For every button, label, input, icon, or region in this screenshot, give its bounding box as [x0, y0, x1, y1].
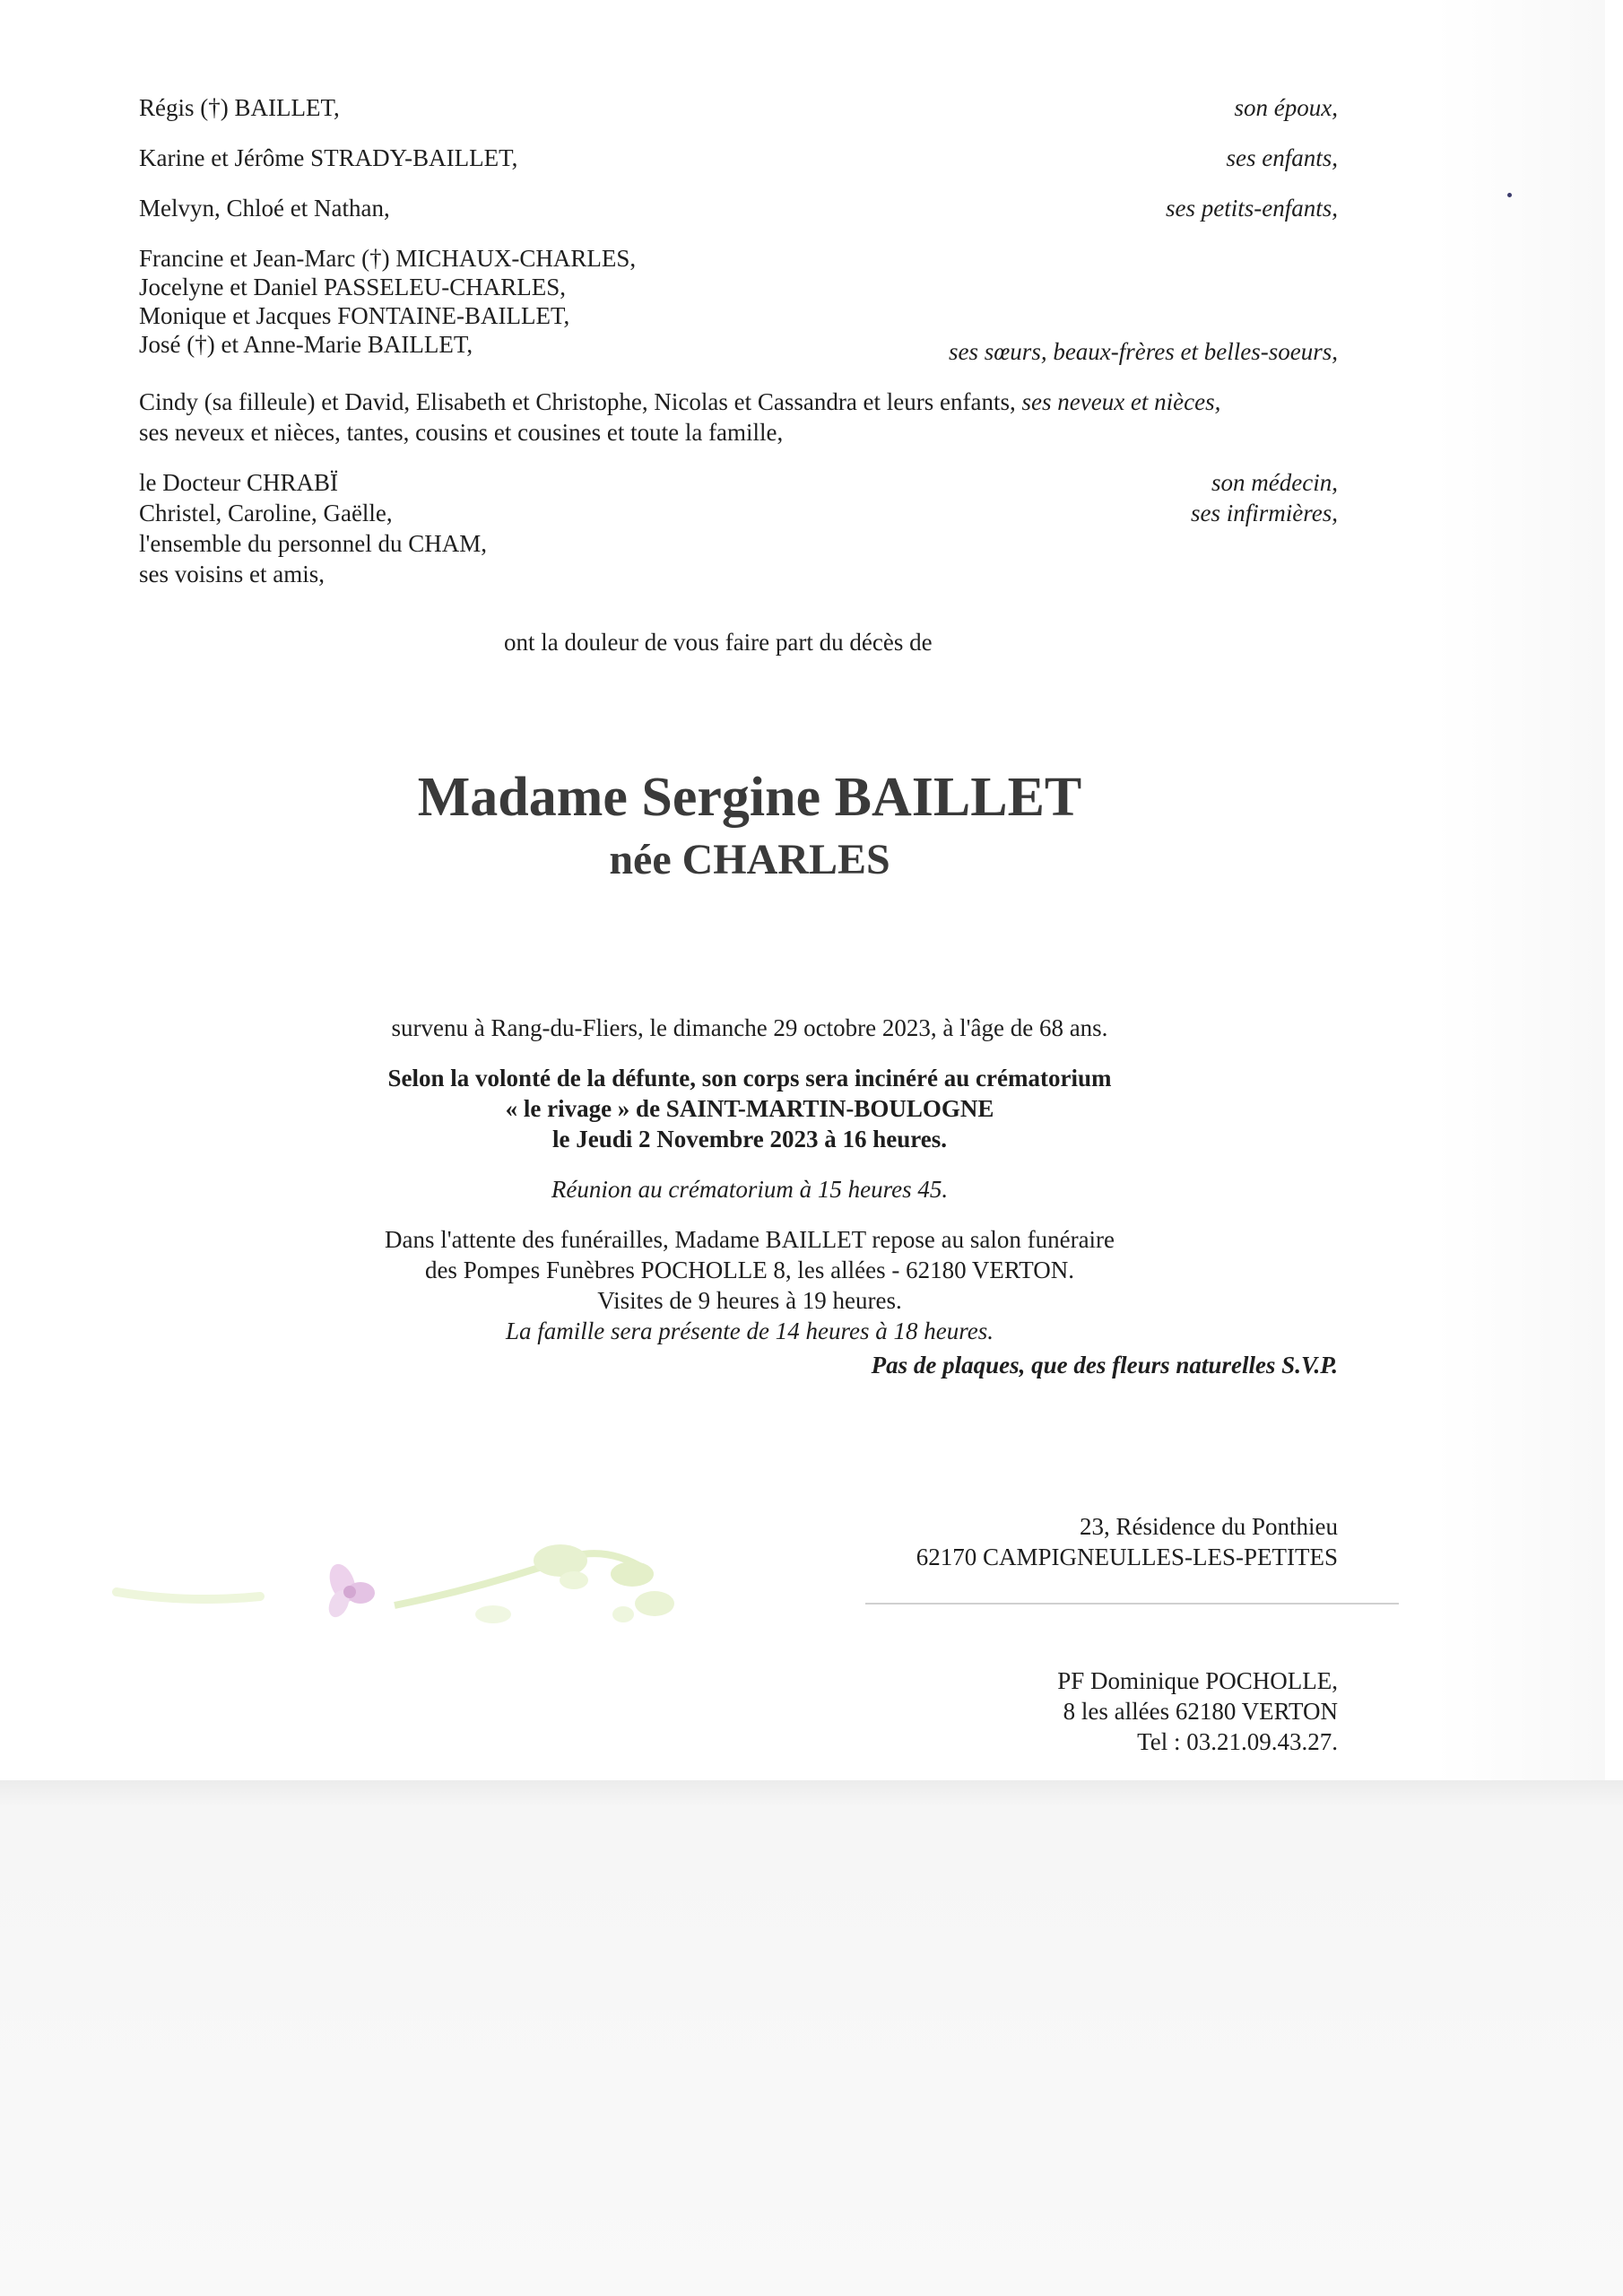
sibling-line: José (†) et Anne-Marie BAILLET,: [139, 331, 473, 358]
nephews-names: Cindy (sa filleule) et David, Elisabeth et Christophe, Nicolas et Cassandra et leurs enfants,: [139, 388, 1016, 415]
sibling-line: Jocelyne et Daniel PASSELEU-CHARLES,: [139, 274, 566, 300]
funeral-home-line-1: Dans l'attente des funérailles, Madame BAILLET repose au salon funéraire: [384, 1226, 1115, 1253]
funeral-director-name: PF Dominique POCHOLLE,: [1057, 1667, 1338, 1694]
doctor-name: le Docteur CHRABÏ: [139, 469, 338, 496]
separator-line: [865, 1603, 1399, 1605]
nephews-line: [139, 387, 1220, 416]
funeral-director-address: 8 les allées 62180 VERTON: [1063, 1698, 1338, 1725]
meeting-time: Réunion au crématorium à 15 heures 45.: [551, 1176, 949, 1203]
sibling-line: Monique et Jacques FONTAINE-BAILLET,: [139, 302, 570, 329]
grandchildren-role: ses petits-enfants,: [1166, 195, 1338, 222]
extended-family: ses neveux et nièces, tantes, cousins et cousines et toute la famille,: [139, 419, 784, 446]
ink-speck: [1507, 193, 1512, 197]
neighbors-line: ses voisins et amis,: [139, 561, 325, 587]
cremation-line-2: « le rivage » de SAINT-MARTIN-BOULOGNE: [505, 1095, 994, 1122]
children-role: ses enfants,: [1226, 144, 1338, 171]
family-presence: La famille sera présente de 14 heures à 18 heures.: [506, 1318, 994, 1344]
visits-hours: Visites de 9 heures à 19 heures.: [597, 1287, 902, 1314]
cremation-line-3: le Jeudi 2 Novembre 2023 à 16 heures.: [552, 1126, 947, 1152]
funeral-home-line-2: des Pompes Funèbres POCHOLLE 8, les allées - 62180 VERTON.: [424, 1257, 1075, 1283]
death-info: survenu à Rang-du-Fliers, le dimanche 29 octobre 2023, à l'âge de 68 ans.: [391, 1014, 1108, 1041]
address-street: 23, Résidence du Ponthieu: [1080, 1513, 1338, 1540]
nephews-role: ses neveux et nièces,: [1021, 388, 1221, 415]
address-city: 62170 CAMPIGNEULLES-LES-PETITES: [916, 1544, 1338, 1570]
doctor-role: son médecin,: [1211, 469, 1338, 496]
funeral-director-phone: Tel : 03.21.09.43.27.: [1137, 1728, 1338, 1755]
nurses-names: Christel, Caroline, Gaëlle,: [139, 500, 393, 526]
siblings-role: ses sœurs, beaux-frères et belles-soeurs,: [949, 338, 1338, 365]
flowers-note: Pas de plaques, que des fleurs naturelles S.V.P.: [871, 1352, 1338, 1378]
staff-line: l'ensemble du personnel du CHAM,: [139, 530, 488, 557]
cremation-line-1: Selon la volonté de la défunte, son corps sera incinéré au crématorium: [387, 1065, 1112, 1091]
deceased-maiden-name: née CHARLES: [609, 836, 890, 883]
children-names: Karine et Jérôme STRADY-BAILLET,: [139, 144, 518, 171]
spouse-name: Régis (†) BAILLET,: [139, 94, 340, 121]
orchid-illustration: [108, 1507, 717, 1668]
spouse-role: son époux,: [1234, 94, 1338, 121]
nurses-role: ses infirmières,: [1191, 500, 1338, 526]
page-edge-shade: [1435, 0, 1605, 1780]
deceased-name: Madame Sergine BAILLET: [417, 767, 1082, 828]
scan-background: [0, 1780, 1623, 2296]
grandchildren-names: Melvyn, Chloé et Nathan,: [139, 195, 390, 222]
orchid-flower: [325, 1561, 375, 1621]
sibling-line: Francine et Jean-Marc (†) MICHAUX-CHARLES,: [139, 245, 637, 272]
announcement: ont la douleur de vous faire part du décès de: [504, 629, 933, 656]
